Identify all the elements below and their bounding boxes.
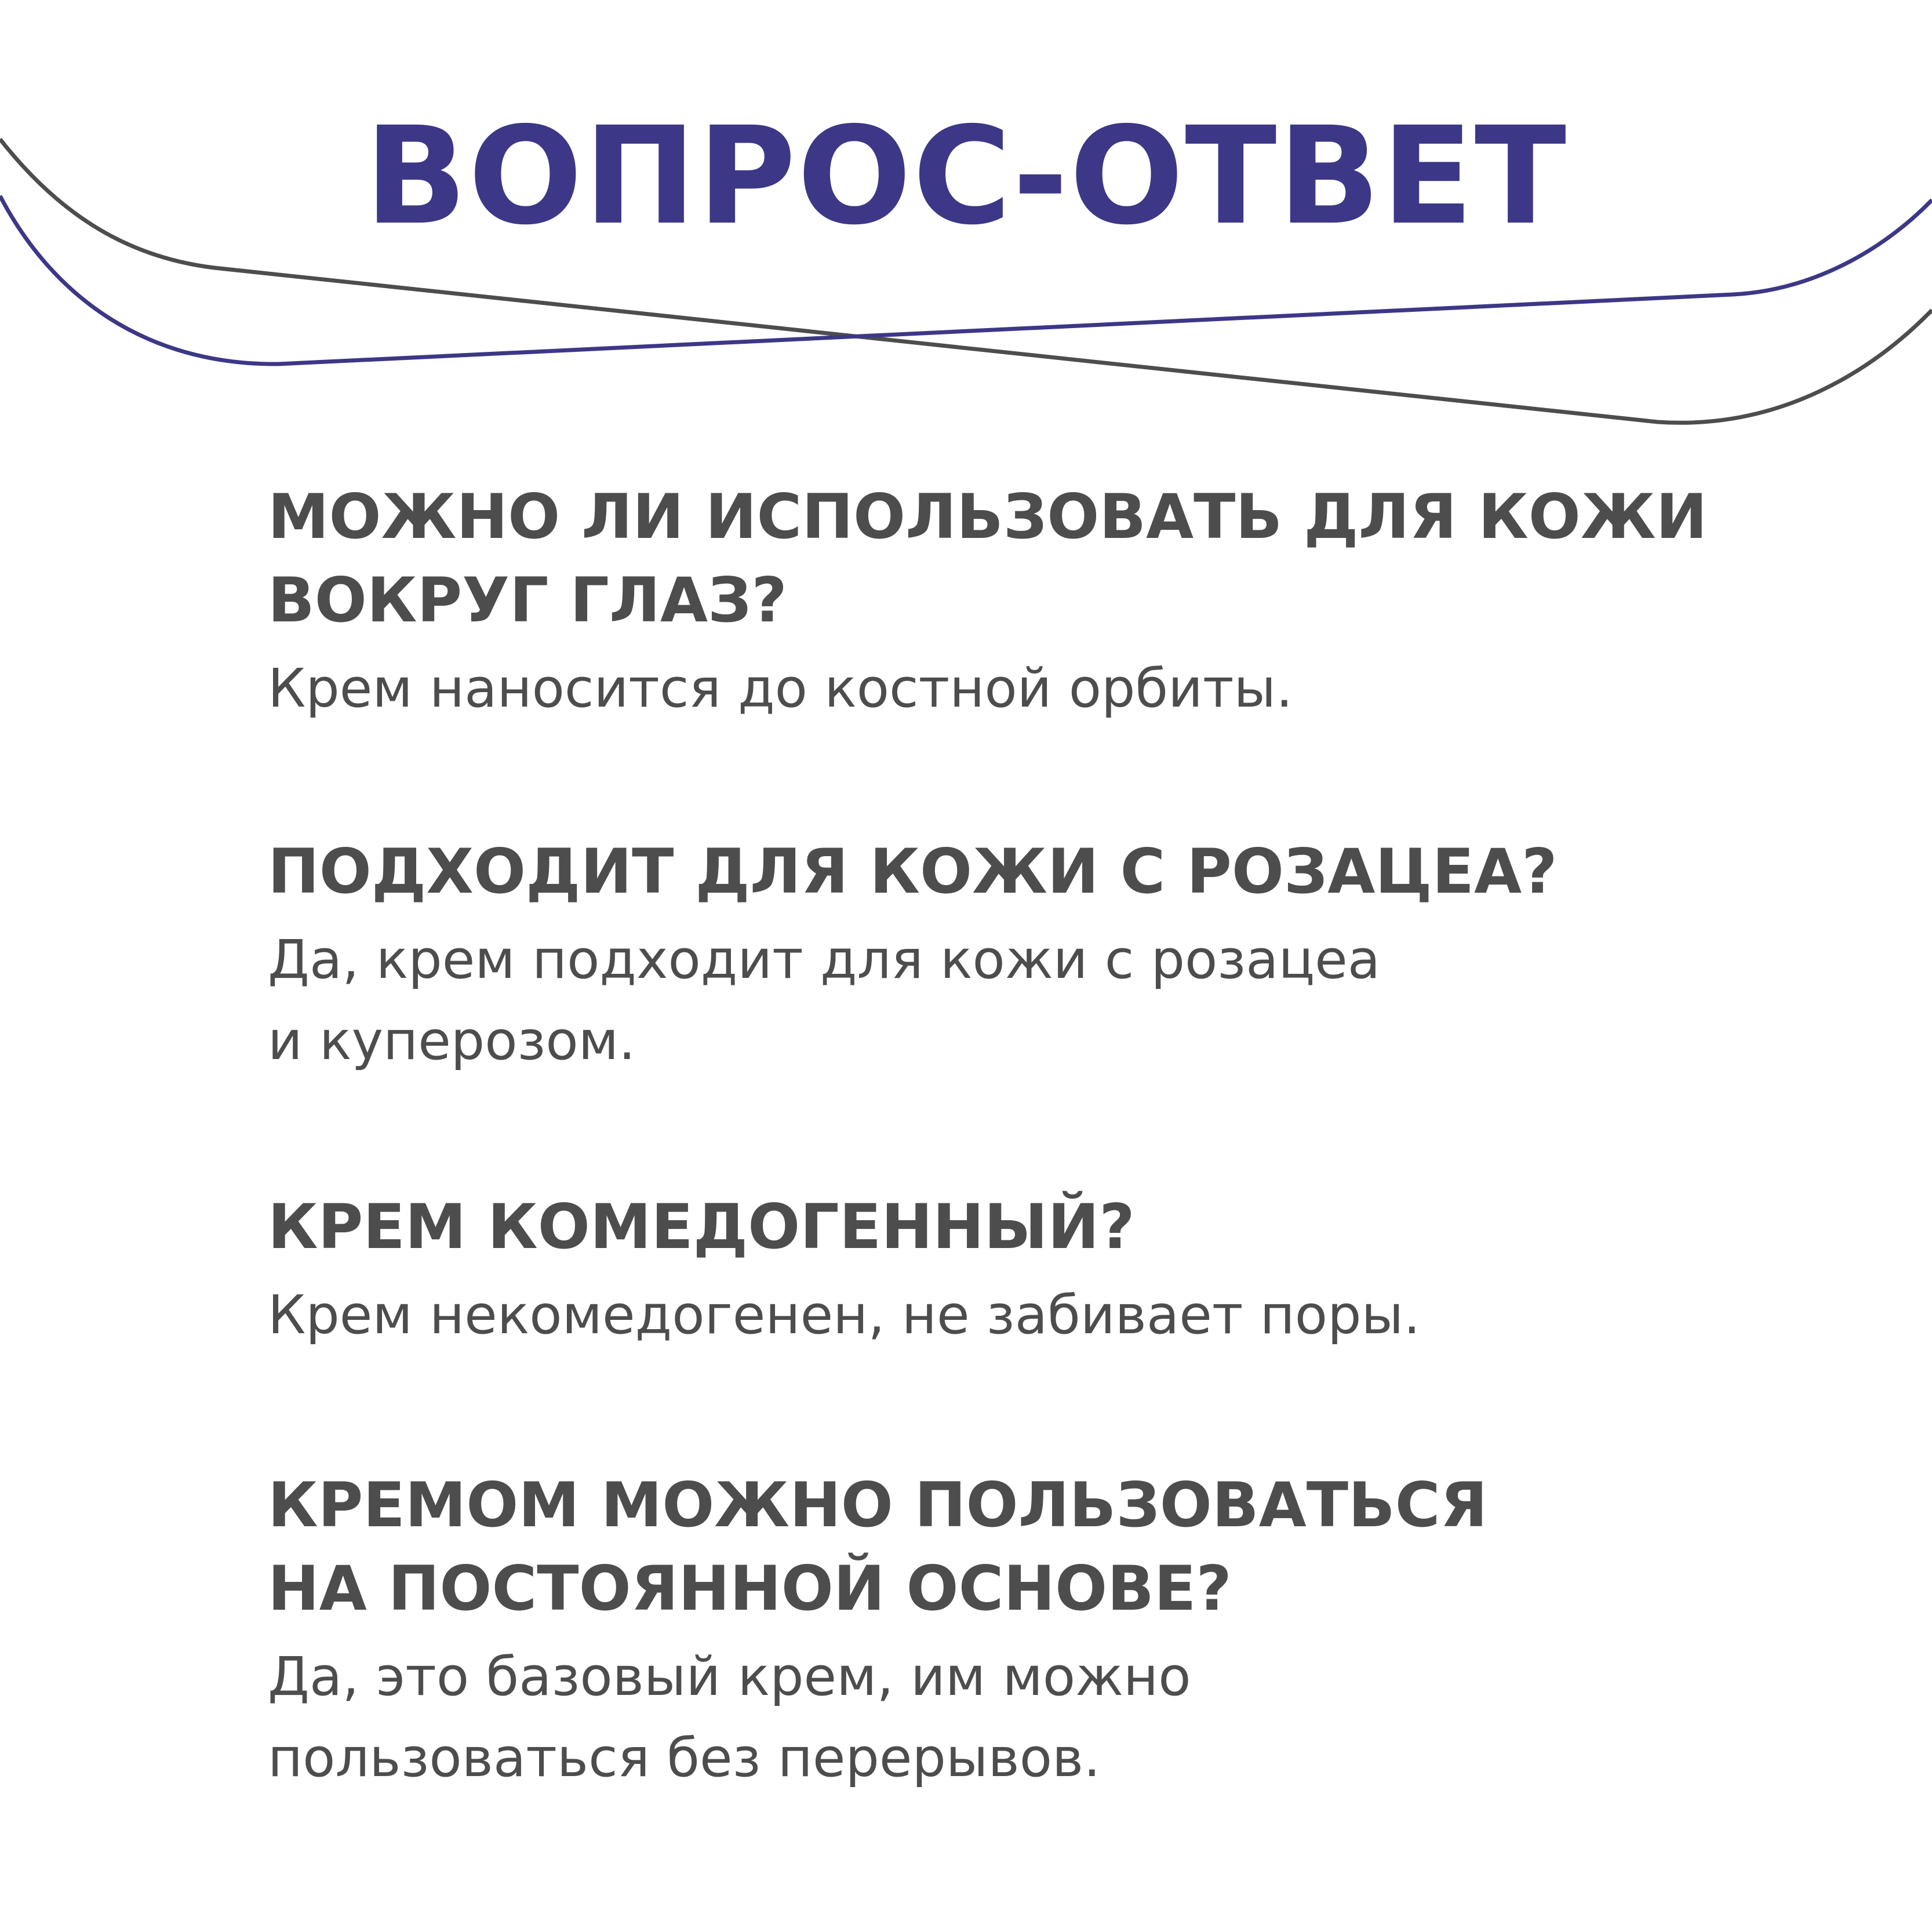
faq-answer bbox=[268, 1275, 1717, 1356]
question-line: КРЕМ КОМЕДОГЕННЫЙ? bbox=[268, 1191, 1135, 1262]
faq-question bbox=[268, 1185, 1717, 1269]
faq-question bbox=[268, 830, 1717, 914]
answer-line: Крем наносится до костной орбиты. bbox=[268, 657, 1293, 719]
faq-answer bbox=[268, 919, 1717, 1082]
faq-item-2 bbox=[268, 830, 1717, 1082]
answer-line: пользоваться без перерывов. bbox=[268, 1727, 1101, 1789]
faq-item-4 bbox=[268, 1464, 1717, 1799]
question-line: НА ПОСТОЯННОЙ ОСНОВЕ? bbox=[268, 1553, 1232, 1624]
question-line: КРЕМОМ МОЖНО ПОЛЬЗОВАТЬСЯ bbox=[268, 1469, 1488, 1541]
question-line: ВОКРУГ ГЛАЗ? bbox=[268, 565, 787, 636]
answer-line: Да, крем подходит для кожи с розацеа bbox=[268, 929, 1381, 991]
faq-answer bbox=[268, 1636, 1717, 1799]
answer-line: и куперозом. bbox=[268, 1010, 636, 1072]
answer-line: Крем некомедогенен, не забивает поры. bbox=[268, 1284, 1421, 1346]
faq-item-3 bbox=[268, 1185, 1717, 1356]
question-line: ПОДХОДИТ ДЛЯ КОЖИ С РОЗАЦЕА? bbox=[268, 836, 1558, 907]
faq-item-1 bbox=[268, 475, 1717, 729]
answer-line: Да, это базовый крем, им можно bbox=[268, 1646, 1191, 1708]
faq-question bbox=[268, 1464, 1717, 1631]
faq-question bbox=[268, 475, 1717, 642]
question-line: МОЖНО ЛИ ИСПОЛЬЗОВАТЬ ДЛЯ КОЖИ bbox=[268, 481, 1708, 552]
page-title: ВОПРОС-ОТВЕТ bbox=[364, 98, 1568, 254]
faq-answer bbox=[268, 648, 1717, 729]
